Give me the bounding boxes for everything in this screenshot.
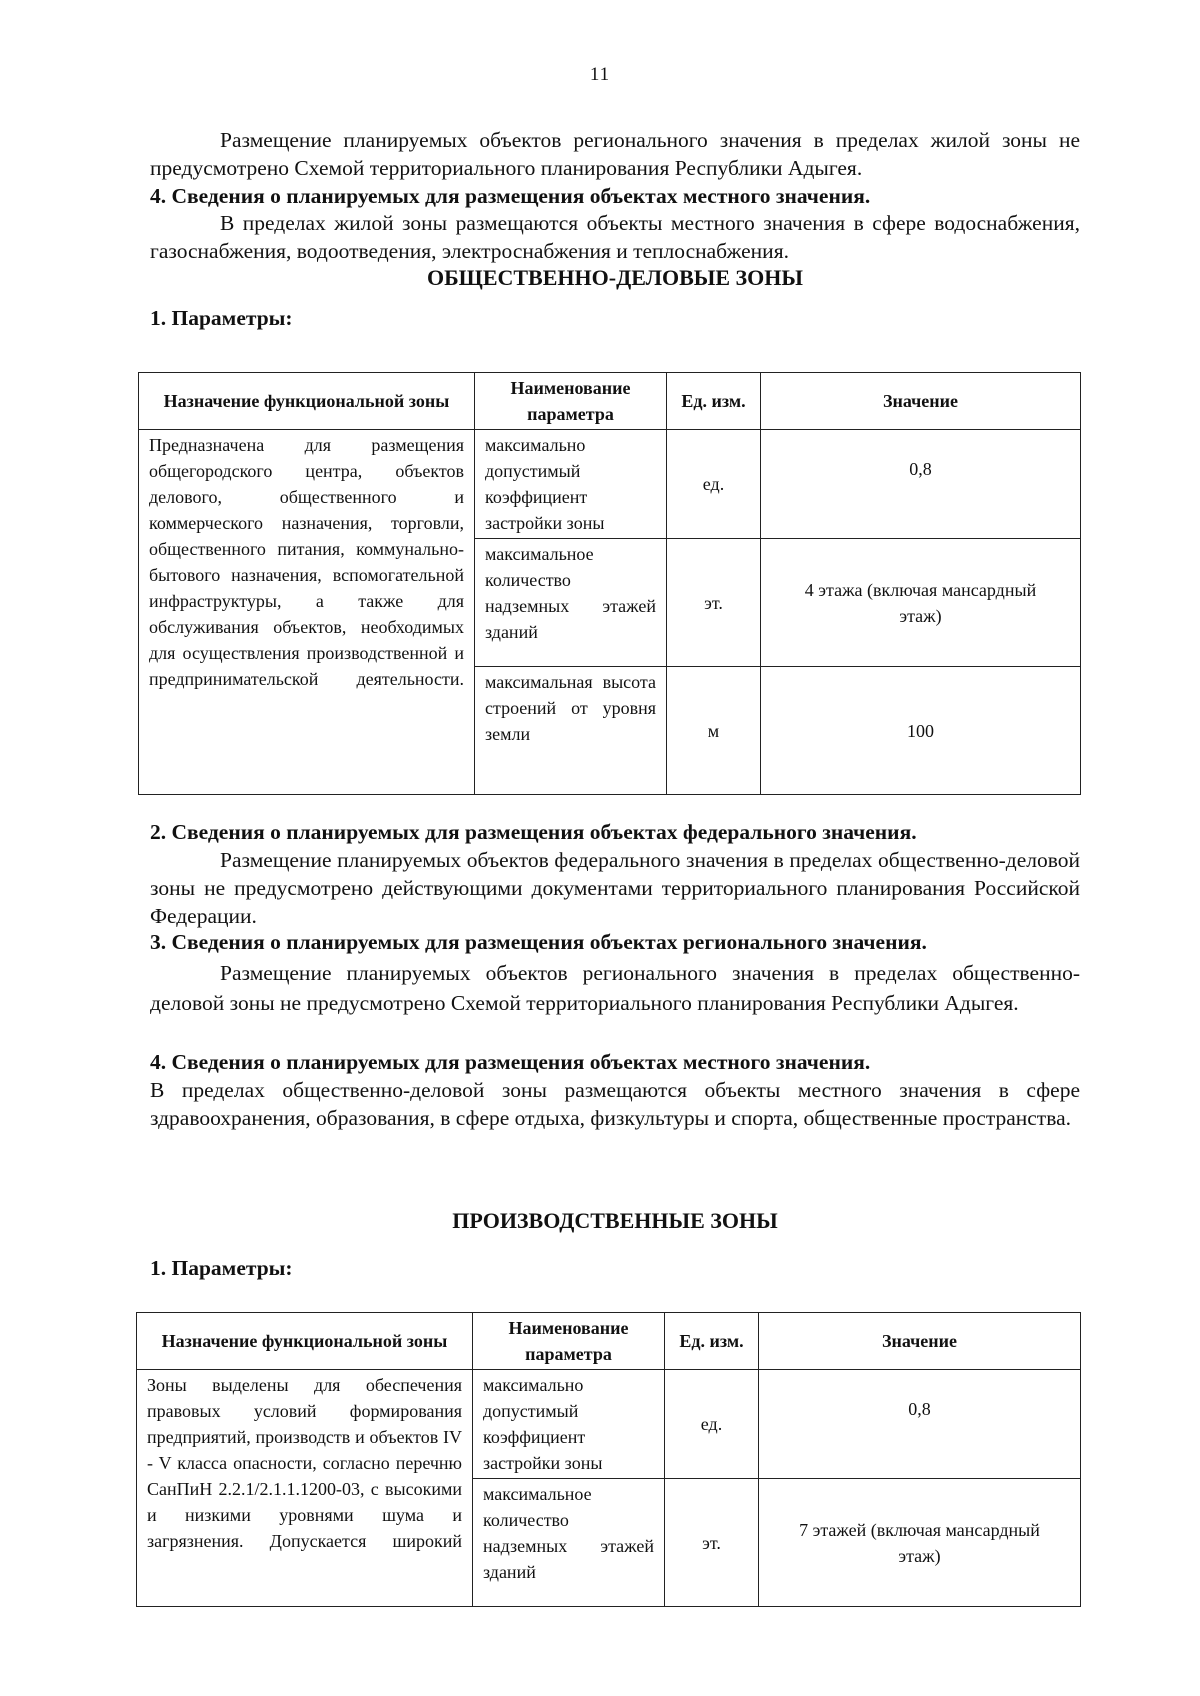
- federal-text: Размещение планируемых объектов федерального значения в пределах общественно-деловой зоны не предусмотрено действующими документами территориального планирования Российской Федерации.: [150, 848, 1080, 928]
- param-cell: максимальное количество надземных этажей зданий: [473, 1479, 665, 1607]
- header-purpose: Назначение функциональной зоны: [137, 1313, 473, 1370]
- federal-heading: 2. Сведения о планируемых для размещения объектах федерального значения.: [150, 820, 917, 844]
- param-cell: максимально допустимый коэффициент застройки зоны: [473, 1370, 665, 1479]
- header-unit: Ед. изм.: [665, 1313, 759, 1370]
- param-cell: максимально допустимый коэффициент застройки зоны: [475, 430, 667, 539]
- unit-cell: м: [667, 667, 761, 795]
- business-zone-title: ОБЩЕСТВЕННО-ДЕЛОВЫЕ ЗОНЫ: [427, 265, 803, 290]
- param-cell: максимальная высота строений от уровня земли: [475, 667, 667, 795]
- value-cell: 0,8: [759, 1370, 1081, 1479]
- page-number: 11: [589, 64, 611, 85]
- unit-cell: ед.: [665, 1370, 759, 1479]
- param-cell: максимальное количество надземных этажей зданий: [475, 539, 667, 667]
- regional-heading: 3. Сведения о планируемых для размещения объектах регионального значения.: [150, 930, 927, 954]
- header-unit: Ед. изм.: [667, 373, 761, 430]
- residential-local-text: В пределах жилой зоны размещаются объекты местного значения в сфере водоснабжения, газоснабжения, водоотведения, электроснабжения и теплоснабжения.: [150, 211, 1080, 263]
- header-parameter: Наименование параметра: [475, 373, 667, 430]
- header-value: Значение: [759, 1313, 1081, 1370]
- purpose-cell: Предназначена для размещения общегородского центра, объектов делового, общественного и коммерческого назначения, торговли, общественного питания, коммунально-бытового назначения, вспомогательной инфраструктуры, а также для обслуживания объектов, необходимых для осуществления производственной и предпринимательской деятельности.: [139, 430, 475, 795]
- value-cell: 100: [761, 667, 1081, 795]
- header-purpose: Назначение функциональной зоны: [139, 373, 475, 430]
- regional-text: Размещение планируемых объектов регионального значения в пределах общественно- деловой зоны не предусмотрено Схемой территориального планирования Республики Адыгея.: [150, 961, 1080, 1015]
- value-cell: 7 этажей (включая мансардный этаж): [759, 1479, 1081, 1607]
- business-params-heading: 1. Параметры:: [150, 306, 293, 330]
- value-cell: 0,8: [761, 430, 1081, 539]
- industrial-params-heading: 1. Параметры:: [150, 1256, 293, 1280]
- header-parameter: Наименование параметра: [473, 1313, 665, 1370]
- residential-regional-text: Размещение планируемых объектов регионального значения в пределах жилой зоны не предусмотрено Схемой территориального планирования Республики Адыгея.: [150, 128, 1080, 180]
- business-params-table: [138, 372, 1081, 795]
- unit-cell: ед.: [667, 430, 761, 539]
- value-cell: 4 этажа (включая мансардный этаж): [761, 539, 1081, 667]
- industrial-zone-title: ПРОИЗВОДСТВЕННЫЕ ЗОНЫ: [452, 1208, 778, 1233]
- purpose-cell: Зоны выделены для обеспечения правовых условий формирования предприятий, производств и объектов IV - V класса опасности, согласно перечню СанПиН 2.2.1/2.1.1.1200-03, с высокими и низкими уровнями шума и загрязнения. Допускается широкий: [137, 1370, 473, 1607]
- header-value: Значение: [761, 373, 1081, 430]
- residential-local-heading: 4. Сведения о планируемых для размещения объектах местного значения.: [150, 184, 871, 208]
- industrial-params-table: [136, 1312, 1081, 1607]
- local-heading: 4. Сведения о планируемых для размещения объектах местного значения.: [150, 1050, 871, 1074]
- unit-cell: эт.: [667, 539, 761, 667]
- unit-cell: эт.: [665, 1479, 759, 1607]
- local-text: В пределах общественно-деловой зоны размещаются объекты местного значения в сфере здравоохранения, образования, в сфере отдыха, физкультуры и спорта, общественные пространства.: [150, 1078, 1080, 1130]
